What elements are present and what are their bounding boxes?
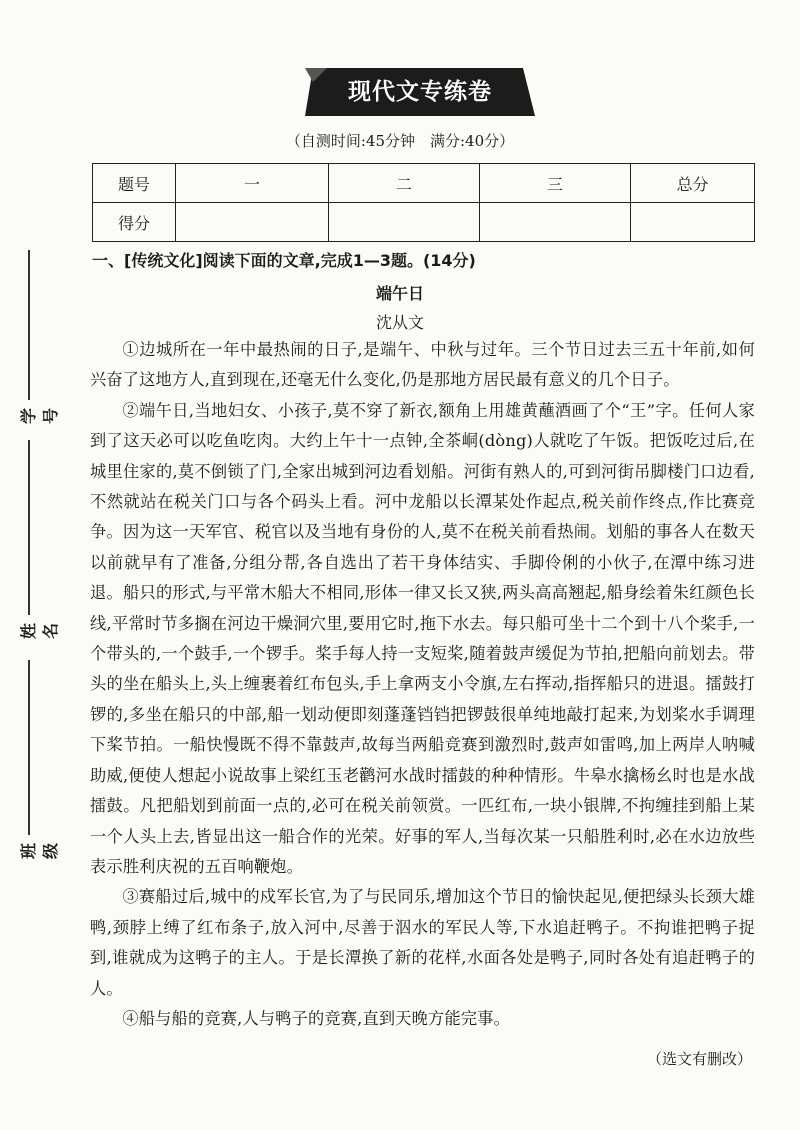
article-body xyxy=(90,335,755,1034)
student-id-label: 学号 xyxy=(19,408,60,425)
score-row-label: 得分 xyxy=(93,203,176,242)
paragraph-4: ④船与船的竞赛,人与鸭子的竞赛,直到天晚方能完事。 xyxy=(122,1008,510,1028)
source-note: （选文有删改） xyxy=(646,1050,752,1068)
exam-subtitle: （自测时间:45分钟 满分:40分） xyxy=(285,132,515,150)
article-title: 端午日 xyxy=(375,284,424,303)
name-label: 姓名 xyxy=(19,623,60,640)
score-table xyxy=(92,163,755,242)
score-header-cell: 题号 xyxy=(93,164,176,203)
score-cell-3[interactable] xyxy=(480,203,631,242)
paragraph-2: ②端午日,当地妇女、小孩子,莫不穿了新衣,额角上用雄黄蘸酒画了个“王”字。任何人家到了这天必可以吃鱼吃肉。大约上午十一点钟,全茶峒(dòng)人就吃了午饭。把饭吃过后,在城里住家的,莫不倒锁了门,全家出城到河边看划船。河街有熟人的,可到河街吊脚楼门口边看,不然就站在税关门口与各个码头上看。河中龙船以长潭某处作起点,税关前作终点,作比赛竞争。因为这一天军官、税官以及当地有身份的人,莫不在税关前看热闹。划船的事各人在数天以前就早有了准备,分组分帮,各自选出了若干身体结实、手脚伶俐的小伙子,在潭中练习进退。船只的形式,与平常木船大不相同,形体一律又长又狭,两头高高翘起,船身绘着朱红颜色长线,平常时节多搁在河边干燥洞穴里,要用它时,拖下水去。每只船可坐十二个到十八个桨手,一个带头的,一个鼓手,一个锣手。桨手每人持一支短桨,随着鼓声缓促为节拍,把船向前划去。带头的坐在船头上,头上缠裹着红布包头,手上拿两支小令旗,左右挥动,指挥船只的进退。擂鼓打锣的,多坐在船只的中部,船一划动便即刻蓬蓬铛铛把锣鼓很单纯地敲打起来,为划桨水手调理下桨节拍。一船快慢既不得不靠鼓声,故每当两船竞赛到激烈时,鼓声如雷鸣,加上两岸人呐喊助威,便使人想起小说故事上梁红玉老鹳河水战时擂鼓的种种情形。牛皋水擒杨幺时也是水战擂鼓。凡把船划到前面一点的,必可在税关前领赏。一匹红布,一块小银牌,不拘缠挂到船上某一个人头上去,皆显出这一船合作的光荣。好事的军人,当每次某一只船胜利时,必在水边放些表示胜利庆祝的五百响鞭炮。 xyxy=(90,400,755,876)
paragraph-3: ③赛船过后,城中的戍军长官,为了与民同乐,增加这个节日的愉快起见,便把绿头长颈大雄鸭,颈脖上缚了红布条子,放入河中,尽善于泅水的军民人等,下水追赶鸭子。不拘谁把鸭子捉到,谁就成为这鸭子的主人。于是长潭换了新的花样,水面各处是鸭子,同时各处有追赶鸭子的人。 xyxy=(90,887,755,998)
question-heading: 一、[传统文化]阅读下面的文章,完成1—3题。(14分) xyxy=(92,251,476,270)
page-title: 现代文专练卷 xyxy=(348,79,492,105)
score-cell-total[interactable] xyxy=(631,203,755,242)
score-header-cell: 三 xyxy=(480,164,631,203)
score-header-cell: 总分 xyxy=(631,164,755,203)
score-cell-2[interactable] xyxy=(329,203,480,242)
article-author: 沈从文 xyxy=(375,313,424,332)
class-label: 班级 xyxy=(19,843,60,860)
title-banner xyxy=(305,68,535,116)
score-table-header-row xyxy=(93,164,755,203)
score-header-cell: 二 xyxy=(329,164,480,203)
score-table-score-row xyxy=(93,203,755,242)
score-cell-1[interactable] xyxy=(176,203,329,242)
paragraph-1: ①边城所在一年中最热闹的日子,是端午、中秋与过年。三个节日过去三五十年前,如何兴奋了这地方人,直到现在,还毫无什么变化,仍是那地方居民最有意义的几个日子。 xyxy=(90,340,755,390)
name-line[interactable] xyxy=(28,440,30,615)
score-header-cell: 一 xyxy=(176,164,329,203)
class-line[interactable] xyxy=(28,660,30,835)
